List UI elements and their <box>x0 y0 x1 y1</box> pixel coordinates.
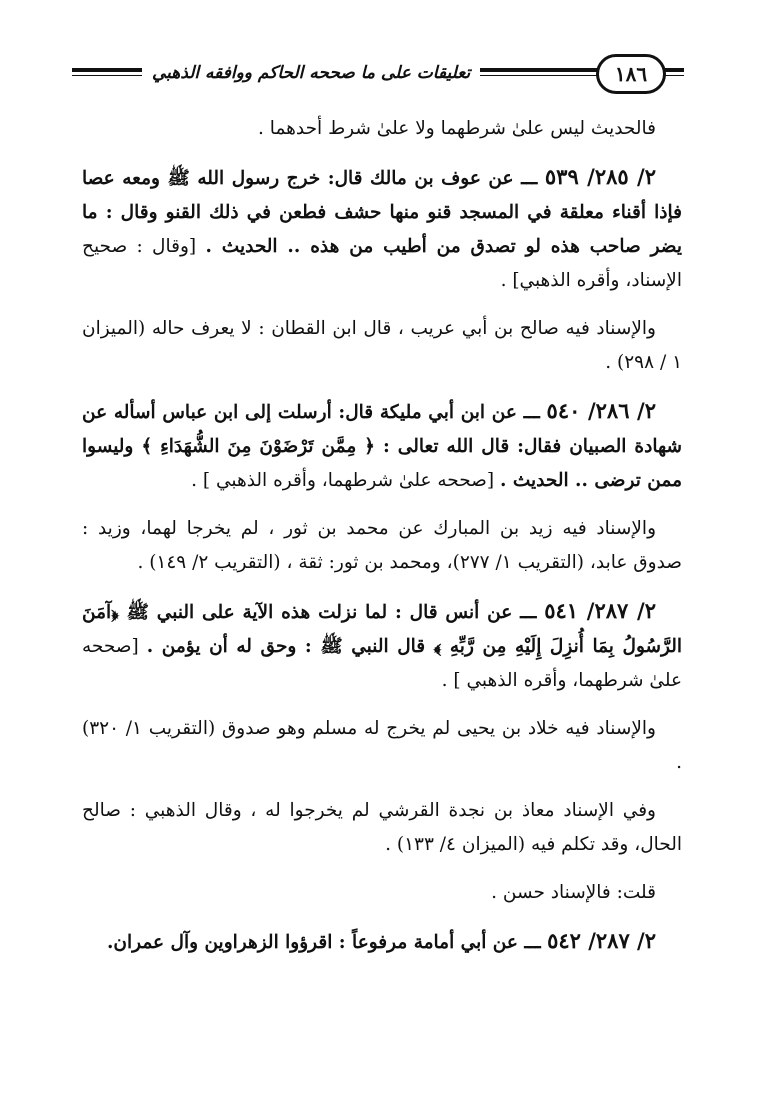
paragraph-text: والإسناد فيه خلاد بن يحيى لم يخرج له مسلم وهو صدوق (التقريب ١/ ٣٢٠) . <box>82 718 682 773</box>
quran-quote: ﴿آمَنَ الرَّسُولُ بِمَا أُنزِلَ إِلَيْهِ مِن رَّبِّهِ ﴾ <box>82 602 682 657</box>
hadith-text-cont: قال النبي ﷺ : وحق له أن يؤمن . <box>146 636 434 657</box>
running-title: تعليقات على ما صححه الحاكم ووافقه الذهبي <box>142 58 480 88</box>
hadith-text-cont: وليسوا ممن ترضى .. الحديث . <box>82 436 682 491</box>
comment-541-a <box>82 712 682 780</box>
hadith-539 <box>82 160 682 298</box>
hadith-text: ـــ عن عوف بن مالك قال: خرج رسول الله ﷺ ومعه عصا فإذا أقناء معلقة في المسجد قنو منها حشف فطعن في ذلك القنو وقال : ما يضر صاحب هذه لو تصدق من أطيب من هذه .. الحديث . <box>82 168 682 257</box>
hadith-number: ٢/ ٢٨٧/ ٥٤٢ <box>547 928 656 953</box>
comment-541-b <box>82 794 682 862</box>
conclusion <box>82 876 682 910</box>
hadith-text: ـــ عن أبي أمامة مرفوعاً : اقرؤوا الزهراوين وآل عمران. <box>106 932 548 953</box>
paragraph-1 <box>82 112 682 146</box>
paragraph-text: وفي الإسناد معاذ بن نجدة القرشي لم يخرجوا له ، وقال الذهبي : صالح الحال، وقد تكلم فيه (الميزان ٤/ ١٣٣) . <box>82 800 682 855</box>
hadith-540 <box>82 394 682 498</box>
hadith-grading: [وقال : صحيح الإسناد، وأقره الذهبي] . <box>82 236 682 291</box>
page-number: ١٨٦ <box>596 54 666 94</box>
hadith-541 <box>82 594 682 698</box>
running-header <box>72 58 684 90</box>
hadith-number: ٢/ ٢٨٧/ ٥٤١ <box>544 598 657 623</box>
hadith-text: ـــ عن ابن أبي مليكة قال: أرسلت إلى ابن عباس أسأله عن شهادة الصبيان فقال: قال الله تعالى : <box>82 402 682 457</box>
hadith-number: ٢/ ٢٨٥/ ٥٣٩ <box>544 164 657 189</box>
paragraph-text: قلت: فالإسناد حسن . <box>491 882 656 903</box>
hadith-text: ـــ عن أنس قال : لما نزلت هذه الآية على النبي ﷺ <box>118 602 545 623</box>
page-body <box>82 112 682 974</box>
paragraph-text: فالحديث ليس علىٰ شرطهما ولا علىٰ شرط أحدهما . <box>258 118 656 139</box>
hadith-number: ٢/ ٢٨٦/ ٥٤٠ <box>546 398 657 423</box>
comment-540 <box>82 512 682 580</box>
hadith-grading: [صححه علىٰ شرطهما، وأقره الذهبي ] . <box>191 470 500 491</box>
quran-quote: ﴿ مِمَّن تَرْضَوْنَ مِنَ الشُّهَدَاءِ ﴾ <box>141 436 376 457</box>
comment-539 <box>82 312 682 380</box>
hadith-grading: [صححه علىٰ شرطهما، وأقره الذهبي ] . <box>82 636 682 691</box>
paragraph-text: والإسناد فيه صالح بن أبي عريب ، قال ابن القطان : لا يعرف حاله (الميزان ١ / ٢٩٨) . <box>82 318 682 373</box>
paragraph-text: والإسناد فيه زيد بن المبارك عن محمد بن ثور ، لم يخرجا لهما، وزيد : صدوق عابد، (التقريب ١/ ٢٧٧)، ومحمد بن ثور: ثقة ، (التقريب ٢/ ١٤٩) . <box>82 518 682 573</box>
hadith-542 <box>82 924 682 960</box>
